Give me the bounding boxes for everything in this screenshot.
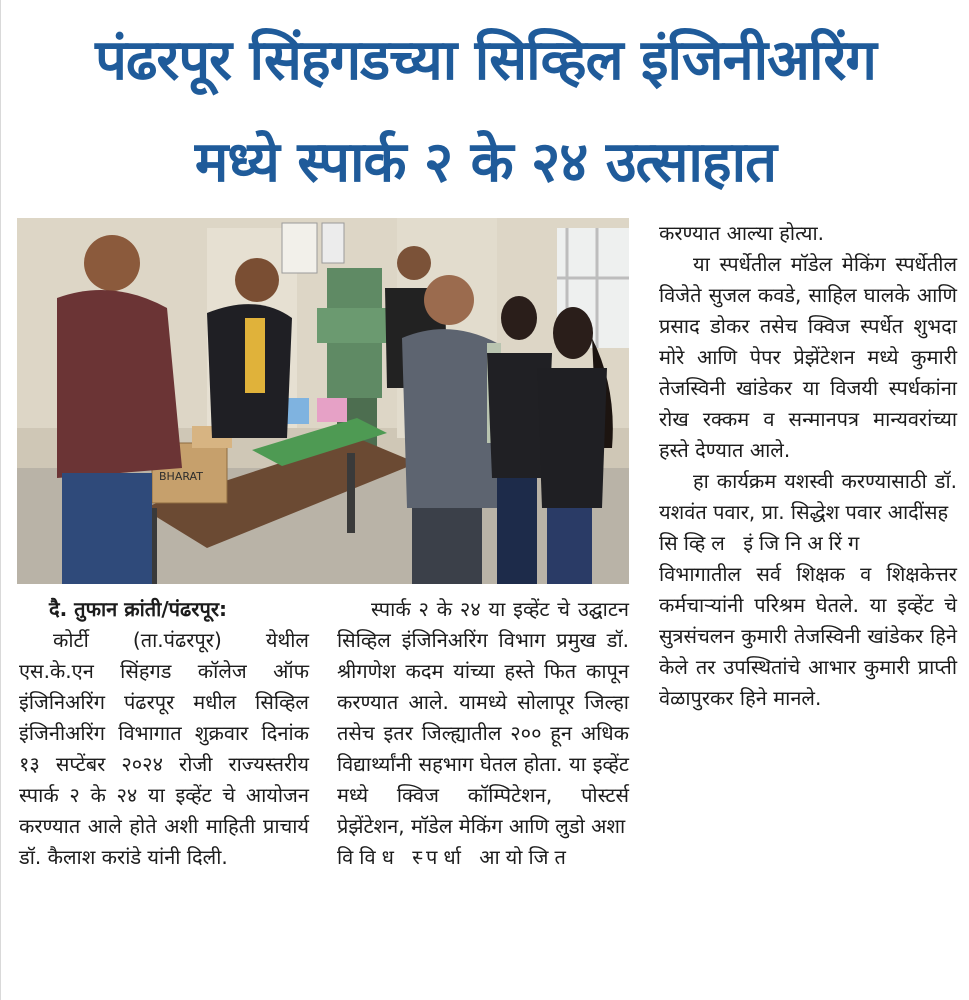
article-column-middle [337,594,629,873]
headline-line-1: पंढरपूर सिंहगडच्या सिव्हिल इंजिनीअरिंग [95,28,876,93]
article-paragraph: करण्यात आल्या होत्या. [659,221,825,245]
box-label-text: BHARAT [159,470,203,483]
article-paragraph: विविध स्पर्धा आयोजित [337,845,572,869]
news-photo [17,218,629,584]
article-column-right [659,218,957,714]
article-byline: दै. तुफान क्रांती/पंढरपूर: [49,597,228,621]
article-paragraph: स्पार्क २ के २४ या इव्हेंट चे उद्घाटन सिव्हिल इंजिनिअरिंग विभाग प्रमुख डॉ. श्रीगणेश कदम यांच्या हस्ते फित कापून करण्यात आले. यामध्ये सोलापूर जिल्हा तसेच इतर जिल्ह्यातील २०० हून अधिक विद्यार्थ्यांनी सहभाग घेतल होता. या इव्हेंट मध्ये क्विज कॉम्पिटेशन, पोस्टर्स प्रेझेंटेशन, मॉडेल मेकिंग आणि लुडो अशा [337,597,629,838]
article-paragraph: या स्पर्धेतील मॉडेल मेकिंग स्पर्धेतील विजेते सुजल कवडे, साहिल घालके आणि प्रसाद डोकर तसेच क्विज स्पर्धेत शुभदा मोरे आणि पेपर प्रेझेंटेशन मध्ये कुमारी तेजस्विनी खांडेकर या विजयी स्पर्धकांना रोख रक्कम व सन्मानपत्र मान्यवरांच्या हस्ते देण्यात आले. [659,252,957,462]
article-paragraph: सिव्हिल इंजिनिअरिंग [659,531,866,555]
article-paragraph: विभागातील सर्व शिक्षक व शिक्षकेत्तर कर्मचाऱ्यांनी परिश्रम घेतले. या इव्हेंट चे सुत्रसंचलन कुमारी तेजस्विनी खांडेकर हिने केले तर उपस्थितांचे आभार कुमारी प्राप्ती वेळापुरकर हिने मानले. [659,562,957,710]
article-paragraph: कोर्टी (ता.पंढरपूर) येथील एस.के.एन सिंहगड कॉलेज ऑफ इंजिनिअरिंग पंढरपूर मधील सिव्हिल इंजिनीअरिंग विभागात शुक्रवार दिनांक १३ सप्टेंबर २०२४ रोजी राज्यस्तरीय स्पार्क २ के २४ या इव्हेंट चे आयोजन करण्यात आले होते अशी माहिती प्राचार्य डॉ. कैलाश करांडे यांनी दिली. [19,628,309,869]
article-column-left [19,594,309,873]
headline-line-2: मध्ये स्पार्क २ के २४ उत्साहात [194,130,777,195]
article-paragraph: हा कार्यक्रम यशस्वी करण्यासाठी डॉ. यशवंत पवार, प्रा. सिद्धेश पवार आदींसह [659,469,957,524]
